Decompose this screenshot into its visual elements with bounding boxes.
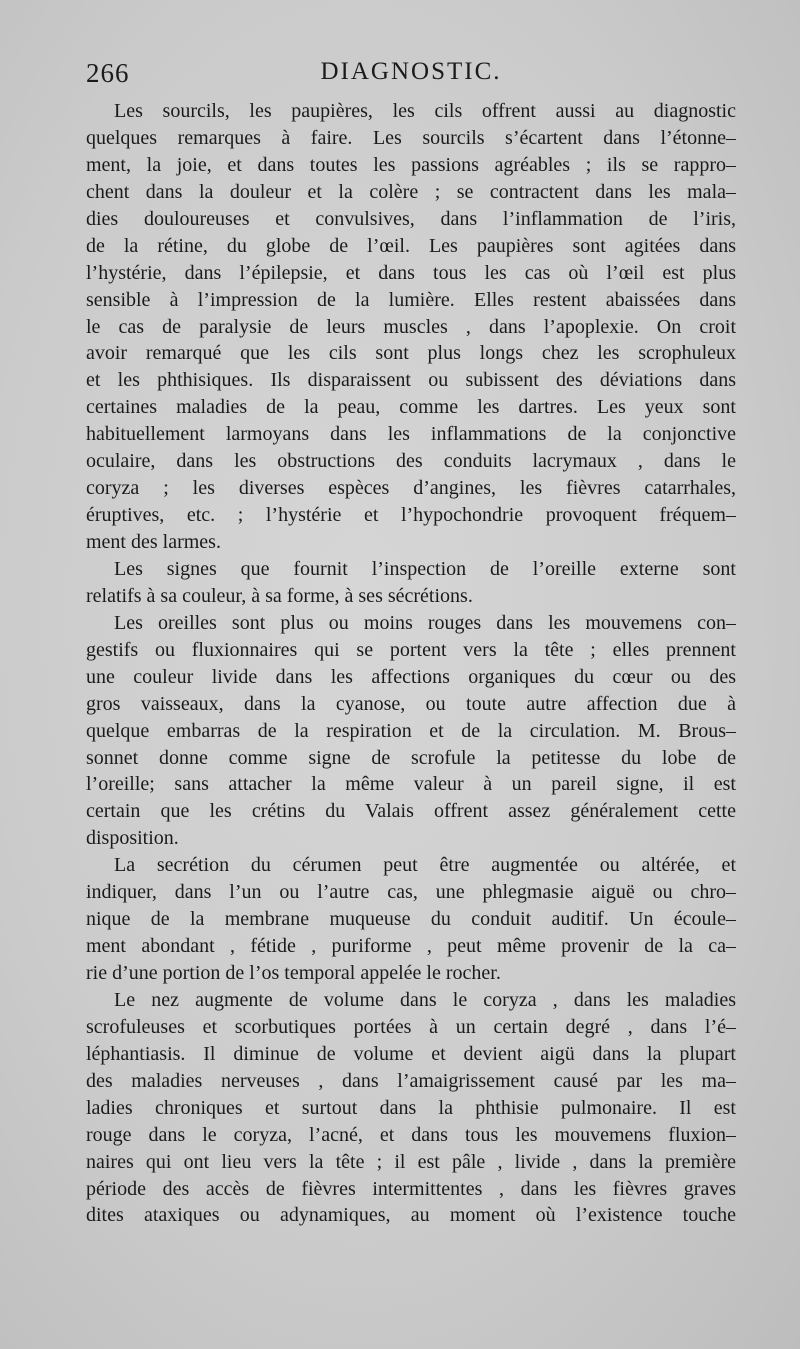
text-line: une couleur livide dans les affections organiques du cœur ou des	[86, 665, 736, 688]
text-line: coryza ; les diverses espèces d’angines, les fièvres catarrhales,	[86, 477, 736, 500]
text-line: scrofuleuses et scorbutiques portées à un certain degré , dans l’é–	[86, 1015, 736, 1038]
text-line: Le nez augmente de volume dans le coryza , dans les maladies	[114, 988, 736, 1011]
text-line: ladies chroniques et surtout dans la phthisie pulmonaire. Il est	[86, 1096, 736, 1119]
paragraph-nose	[86, 987, 736, 1229]
text-line: certaines maladies de la peau, comme les dartres. Les yeux sont	[86, 396, 736, 419]
text-line: certain que les crétins du Valais offrent assez généralement cette	[86, 800, 736, 823]
running-title: DIAGNOSTIC.	[320, 58, 502, 85]
text-line: des maladies nerveuses , dans l’amaigrissement causé par les ma–	[86, 1069, 736, 1092]
text-line: sonnet donne comme signe de scrofule la petitesse du lobe de	[86, 746, 736, 769]
text-line: indiquer, dans l’un ou l’autre cas, une phlegmasie aiguë ou chro–	[86, 881, 736, 904]
text-line: naires qui ont lieu vers la tête ; il est pâle , livide , dans la première	[86, 1150, 736, 1173]
paragraph-cerumen	[86, 852, 736, 987]
text-line: période des accès de fièvres intermittentes , dans les fièvres graves	[86, 1177, 736, 1200]
text-line: quelque embarras de la respiration et de la circulation. M. Brous–	[86, 719, 736, 742]
text-line: et les phthisiques. Ils disparaissent ou subissent des déviations dans	[86, 369, 736, 392]
paragraph-eyes	[86, 98, 736, 556]
text-line: ment abondant , fétide , puriforme , peut même provenir de la ca–	[86, 935, 736, 958]
paragraph-ear-intro	[86, 556, 736, 610]
text-line: l’hystérie, dans l’épilepsie, et dans tous les cas où l’œil est plus	[86, 261, 736, 284]
text-line: sensible à l’impression de la lumière. Elles restent abaissées dans	[86, 288, 736, 311]
text-line: quelques remarques à faire. Les sourcils s’écartent dans l’étonne–	[86, 126, 736, 149]
text-line: Les sourcils, les paupières, les cils offrent aussi au diagnostic	[114, 100, 736, 122]
text-line: l’oreille; sans attacher la même valeur à un pareil signe, il est	[86, 773, 736, 796]
text-line: léphantiasis. Il diminue de volume et devient aigü dans la plupart	[86, 1042, 736, 1065]
text-line: rie d’une portion de l’os temporal appelée le rocher.	[86, 962, 501, 984]
text-line: disposition.	[86, 827, 179, 850]
text-line: nique de la membrane muqueuse du conduit auditif. Un écoule–	[86, 908, 736, 931]
text-line: Les signes que fournit l’inspection de l’oreille externe sont	[114, 557, 736, 580]
text-line: éruptives, etc. ; l’hystérie et l’hypochondrie provoquent fréquem–	[86, 504, 736, 527]
text-line: La secrétion du cérumen peut être augmentée ou altérée, et	[114, 854, 736, 877]
text-line: chent dans la douleur et la colère ; se contractent dans les mala–	[86, 180, 736, 203]
text-line: dies douloureuses et convulsives, dans l’inflammation de l’iris,	[86, 207, 736, 230]
text-line: gros vaisseaux, dans la cyanose, ou toute autre affection due à	[86, 692, 736, 715]
paragraph-ear-color	[86, 610, 736, 852]
page-header	[86, 58, 736, 92]
text-line: rouge dans le coryza, l’acné, et dans tous les mouvemens fluxion–	[86, 1123, 736, 1146]
text-line: oculaire, dans les obstructions des conduits lacrymaux , dans le	[86, 450, 736, 473]
text-line: Les oreilles sont plus ou moins rouges dans les mouvemens con–	[114, 611, 736, 634]
text-line: avoir remarqué que les cils sont plus longs chez les scrophuleux	[86, 342, 736, 365]
text-line: gestifs ou fluxionnaires qui se portent vers la tête ; elles prennent	[86, 638, 736, 661]
text-line: ment des larmes.	[86, 531, 221, 553]
text-line: le cas de paralysie de leurs muscles , dans l’apoplexie. On croit	[86, 315, 736, 338]
text-line: dites ataxiques ou adynamiques, au moment où l’existence touche	[86, 1204, 736, 1227]
text-line: habituellement larmoyans dans les inflammations de la conjonctive	[86, 423, 736, 446]
text-line: de la rétine, du globe de l’œil. Les paupières sont agitées dans	[86, 234, 736, 257]
text-line: relatifs à sa couleur, à sa forme, à ses sécrétions.	[86, 584, 473, 607]
text-line: ment, la joie, et dans toutes les passions agréables ; ils se rappro–	[86, 153, 736, 176]
body-text	[86, 98, 736, 1229]
page-number: 266	[86, 58, 130, 88]
